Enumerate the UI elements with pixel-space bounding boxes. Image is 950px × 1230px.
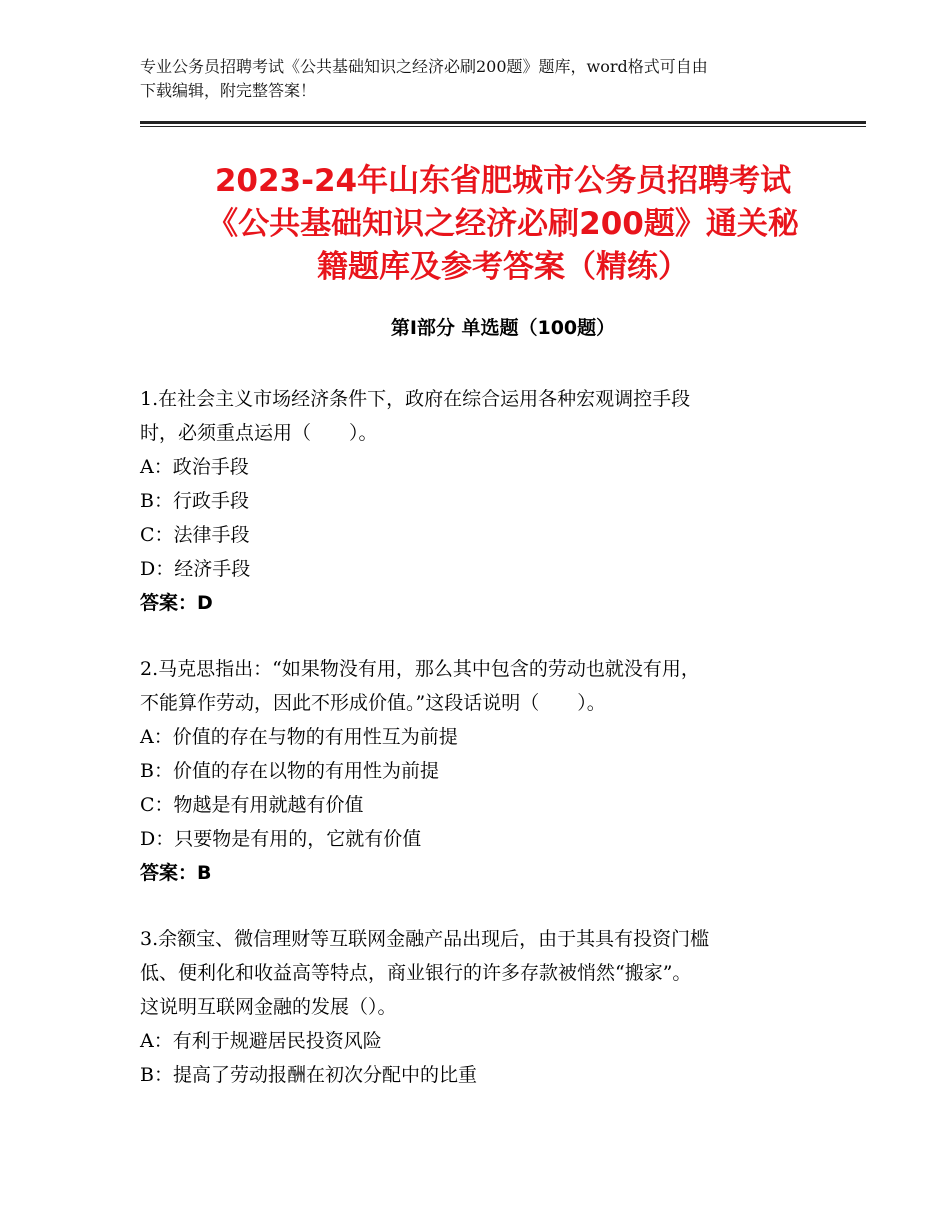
question-stem: 2.马克思指出：“如果物没有用，那么其中包含的劳动也就没有用， bbox=[140, 658, 700, 680]
question-stem: 1.在社会主义市场经济条件下，政府在综合运用各种宏观调控手段 bbox=[140, 388, 691, 410]
document-title-line: 《公共基础知识之经济必刷200题》通关秘 bbox=[207, 206, 799, 242]
option-c: C：法律手段 bbox=[140, 524, 250, 546]
header-note-line: 下载编辑，附完整答案！ bbox=[140, 81, 317, 100]
question-stem: 这说明互联网金融的发展（）。 bbox=[140, 996, 397, 1018]
question-1 bbox=[140, 382, 820, 620]
document-title bbox=[140, 160, 866, 289]
document-title-line: 2023-24年山东省肥城市公务员招聘考试 bbox=[214, 163, 792, 199]
header-note bbox=[140, 55, 820, 103]
question-stem: 3.余额宝、微信理财等互联网金融产品出现后，由于其具有投资门槛 bbox=[140, 928, 710, 950]
option-a: A：有利于规避居民投资风险 bbox=[140, 1030, 382, 1052]
question-stem: 低、便利化和收益高等特点，商业银行的许多存款被悄然“搬家”。 bbox=[140, 962, 692, 984]
option-c: C：物越是有用就越有价值 bbox=[140, 794, 364, 816]
header-divider-thick bbox=[140, 121, 866, 124]
document-title-line: 籍题库及参考答案（精练） bbox=[317, 249, 689, 285]
section-title: 第I部分 单选题（100题） bbox=[390, 317, 616, 339]
option-a: A：价值的存在与物的有用性互为前提 bbox=[140, 726, 458, 748]
answer: 答案：B bbox=[140, 862, 212, 884]
header-divider-thin bbox=[140, 126, 866, 127]
question-2 bbox=[140, 652, 820, 890]
option-b: B：提高了劳动报酬在初次分配中的比重 bbox=[140, 1064, 477, 1086]
option-b: B：价值的存在以物的有用性为前提 bbox=[140, 760, 439, 782]
option-a: A：政治手段 bbox=[140, 456, 249, 478]
answer: 答案：D bbox=[140, 592, 213, 614]
option-d: D：只要物是有用的，它就有价值 bbox=[140, 828, 422, 850]
question-stem: 时，必须重点运用（ ）。 bbox=[140, 422, 378, 444]
option-b: B：行政手段 bbox=[140, 490, 249, 512]
question-list bbox=[140, 382, 820, 1124]
question-3 bbox=[140, 922, 820, 1092]
option-d: D：经济手段 bbox=[140, 558, 251, 580]
question-stem: 不能算作劳动，因此不形成价值。”这段话说明（ ）。 bbox=[140, 692, 606, 714]
header-note-line: 专业公务员招聘考试《公共基础知识之经济必刷200题》题库，word格式可自由 bbox=[140, 57, 708, 76]
